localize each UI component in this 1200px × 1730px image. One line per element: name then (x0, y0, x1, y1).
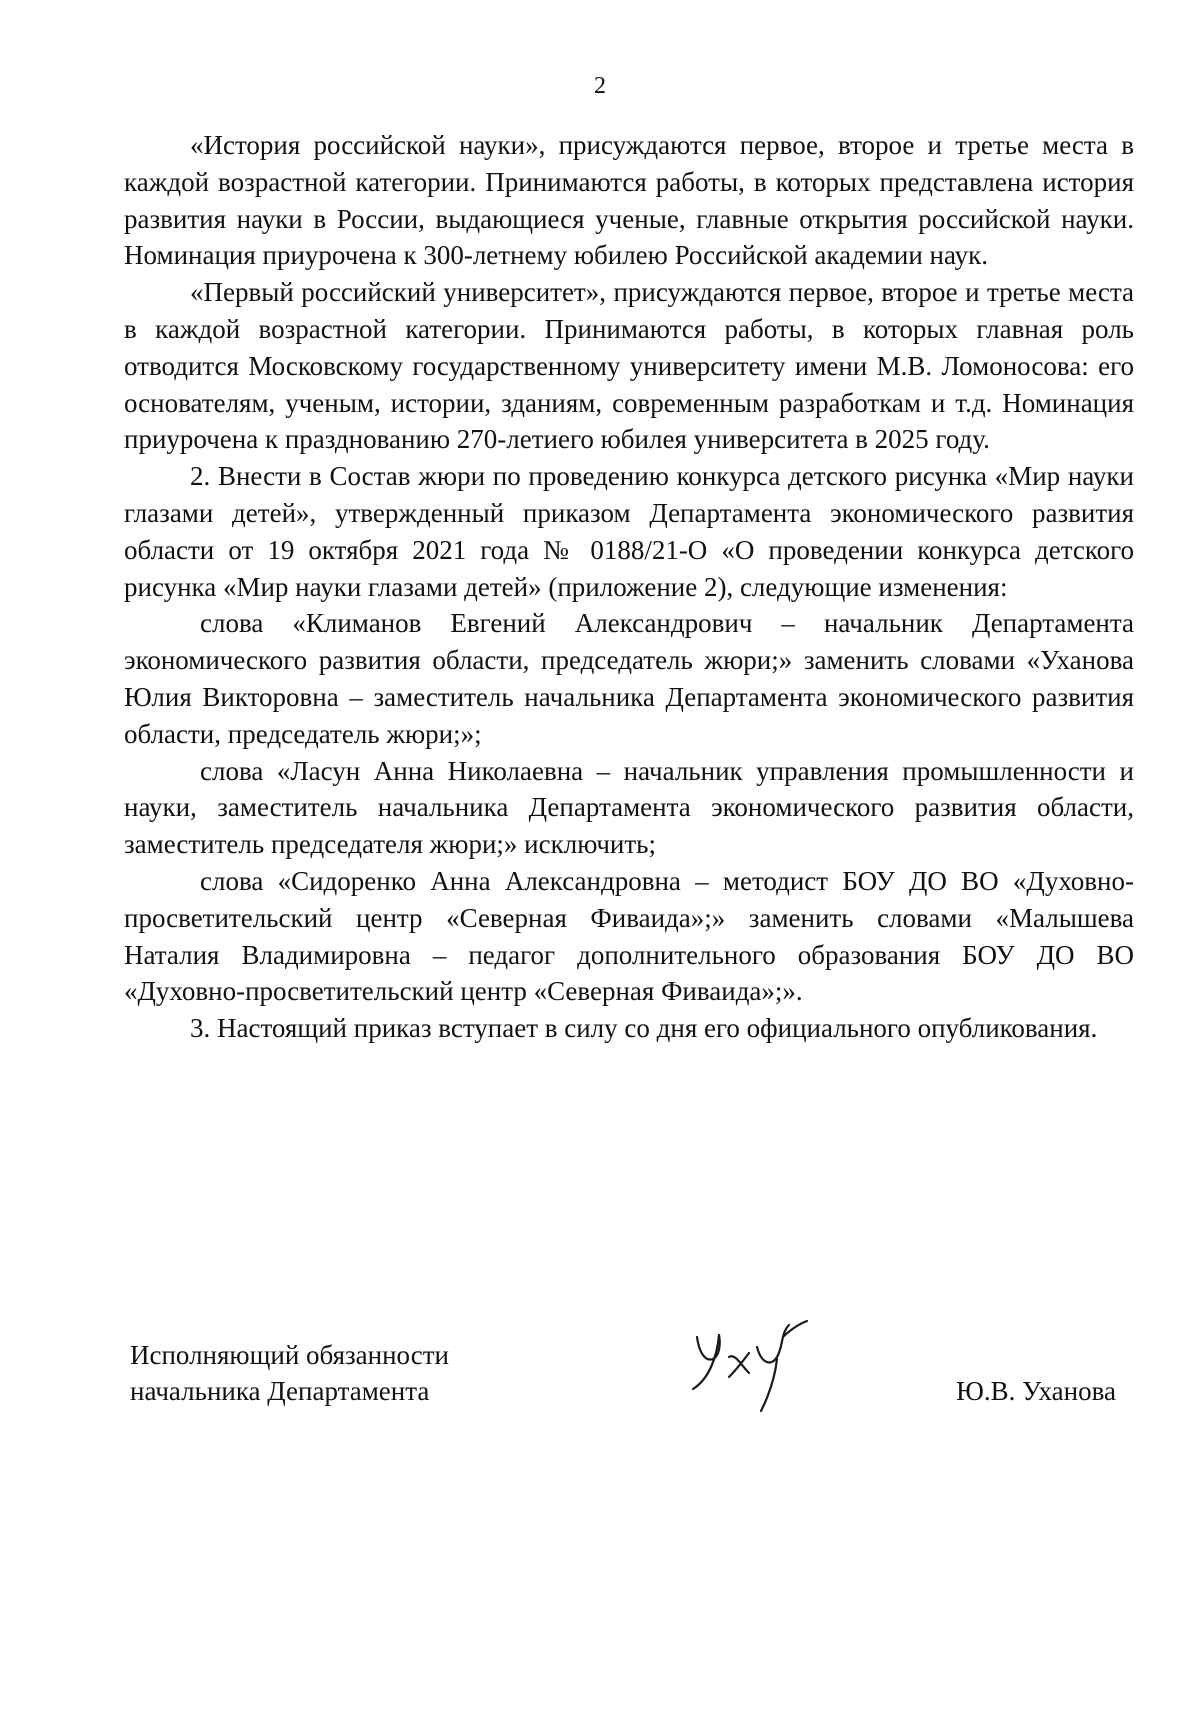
paragraph-nomination-university: «Первый российский университет», присуждаются первое, второе и третье места в каждой возрастной категории. Принимаются работы, в которых главная роль отводится Московскому государственному университету имени М.В. Ломоносова: его основателям, ученым, истории, зданиям, современным разработкам и т.д. Номинация приурочена к празднованию 270-летиего юбилея университета в 2025 году. (124, 277, 1134, 455)
signatory-position-line-1: Исполняющий обязанности (130, 1340, 449, 1370)
page-number: 2 (594, 73, 606, 99)
paragraph-change-member: слова «Сидоренко Анна Александровна – методист БОУ ДО ВО «Духовно-просветительский центр «Северная Фиваида»;» заменить словами «Малышева Наталия Владимировна – педагог дополнительного образования БОУ ДО ВО «Духовно-просветительский центр «Северная Фиваида»;». (124, 865, 1134, 1007)
paragraph-item-2: 2. Внести в Состав жюри по проведению конкурса детского рисунка «Мир науки глазами детей», утвержденный приказом Департамента экономического развития области от 19 октября 2021 года № 0188/21-О «О проведении конкурса детского рисунка «Мир науки глазами детей» (приложение 2), следующие изменения: (124, 461, 1134, 602)
signatory-position (130, 1337, 550, 1409)
handwritten-signature (679, 1307, 819, 1417)
signatory-position-line-2: начальника Департамента (130, 1376, 430, 1406)
paragraph-item-3: 3. Настоящий приказ вступает в силу со дня его официального опубликования. (190, 1013, 1098, 1044)
paragraph-change-deputy: слова «Ласун Анна Николаевна – начальник управления промышленности и науки, заместитель начальника Департамента экономического развития области, заместитель председателя жюри;» исключить; (124, 755, 1134, 860)
paragraph-change-chair: слова «Климанов Евгений Александрович – начальник Департамента экономического развития области, председатель жюри;» заменить словами «Уханова Юлия Викторовна – заместитель начальника Департамента экономического развития области, председатель жюри;»; (124, 608, 1134, 749)
signature-block (124, 1337, 1134, 1467)
document-body (124, 127, 1134, 1047)
signatory-name: Ю.В. Уханова (956, 1376, 1116, 1406)
paragraph-nomination-history: «История российской науки», присуждаются первое, второе и третье места в каждой возрастной категории. Принимаются работы, в которых представлена история развития науки в России, выдающиеся ученые, главные открытия российской науки. Номинация приурочена к 300-летнему юбилею Российской академии наук. (124, 130, 1134, 271)
